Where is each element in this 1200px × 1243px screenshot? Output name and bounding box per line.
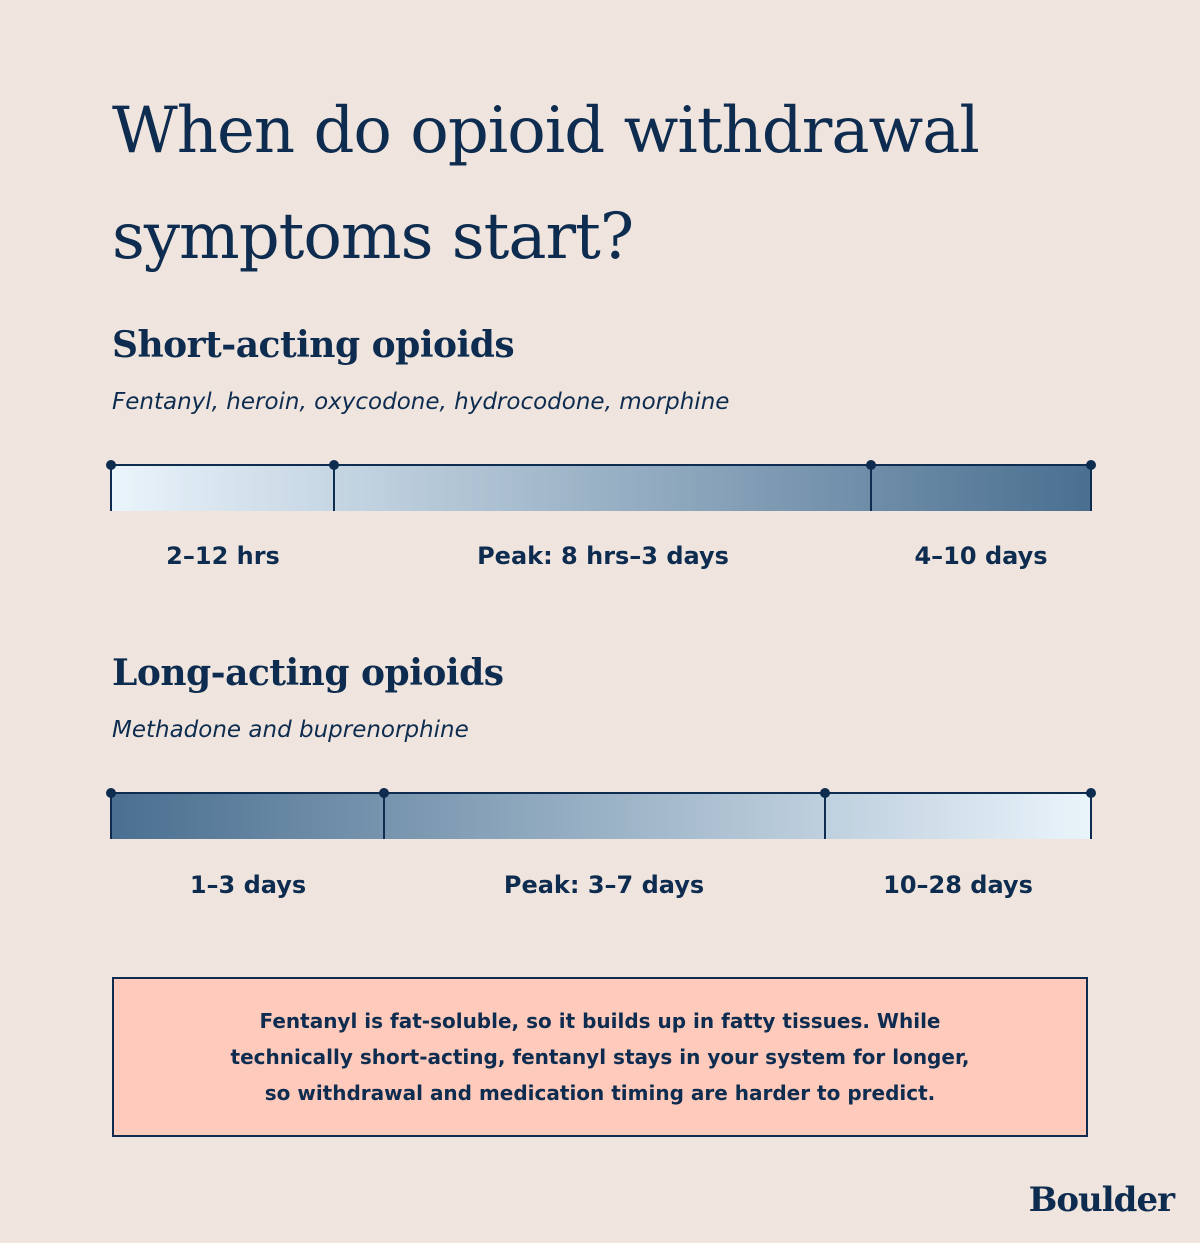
short-acting-marker-2 (866, 460, 876, 470)
long-acting-examples: Methadone and buprenorphine (112, 717, 469, 743)
short-acting-phase-end: 4–10 days (914, 542, 1048, 570)
fentanyl-note-box (112, 977, 1088, 1137)
short-acting-timeline-bar (0, 462, 1200, 522)
long-acting-timeline (0, 790, 1200, 850)
short-acting-phase-onset: 2–12 hrs (166, 542, 280, 570)
short-acting-marker-1 (329, 460, 339, 470)
long-acting-marker-2 (820, 788, 830, 798)
long-acting-heading: Long-acting opioids (112, 652, 504, 694)
short-acting-marker-start (106, 460, 116, 470)
short-acting-timeline (0, 462, 1200, 522)
long-acting-bar-fill (111, 793, 1091, 839)
short-acting-marker-end (1086, 460, 1096, 470)
long-acting-phase-peak: Peak: 3–7 days (503, 871, 705, 899)
long-acting-marker-start (106, 788, 116, 798)
long-acting-marker-1 (379, 788, 389, 798)
short-acting-examples: Fentanyl, heroin, oxycodone, hydrocodone, morphine (112, 389, 730, 415)
short-acting-heading: Short-acting opioids (112, 324, 515, 366)
long-acting-timeline-bar (0, 790, 1200, 850)
fentanyl-note-text: Fentanyl is fat-soluble, so it builds up in fatty tissues. While technically short-acting, fentanyl stays in your system for longer, so withdrawal and medication timing are harder to predict. (230, 1009, 970, 1105)
short-acting-bar-fill (111, 465, 1091, 511)
long-acting-marker-end (1086, 788, 1096, 798)
short-acting-phase-peak: Peak: 8 hrs–3 days (477, 542, 729, 570)
page-title: When do opioid withdrawal symptoms start? (112, 94, 979, 274)
long-acting-phase-end: 10–28 days (883, 871, 1033, 899)
long-acting-phase-onset: 1–3 days (189, 871, 307, 899)
boulder-logo: Boulder (1028, 1180, 1174, 1220)
